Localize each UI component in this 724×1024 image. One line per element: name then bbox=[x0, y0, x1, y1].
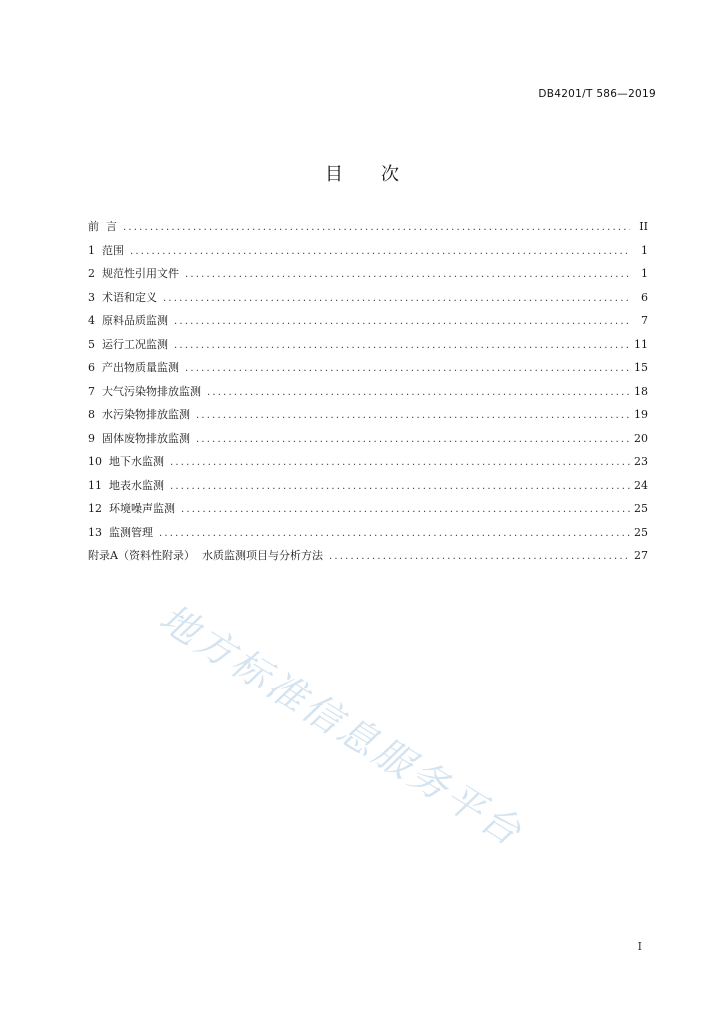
toc-entry[interactable] bbox=[88, 525, 648, 549]
toc-entry-label: 地下水监测 bbox=[102, 455, 164, 468]
toc-entry-number: 9 bbox=[88, 431, 95, 445]
toc-entry-page: 25 bbox=[634, 502, 648, 515]
toc-entry-number: 13 bbox=[88, 525, 102, 539]
toc-leader-dots bbox=[185, 267, 630, 283]
toc-entry-number: 4 bbox=[88, 314, 95, 327]
toc-leader-dots bbox=[181, 502, 630, 518]
toc-entry-number: 11 bbox=[88, 478, 102, 492]
toc-leader-dots bbox=[123, 220, 630, 236]
toc-entry[interactable] bbox=[88, 501, 648, 525]
toc-entry-label: 产出物质量监测 bbox=[95, 361, 179, 374]
toc-entry-label: 运行工况监测 bbox=[95, 337, 168, 351]
toc-entry-label: 大气污染物排放监测 bbox=[95, 384, 201, 398]
toc-entry-page: 1 bbox=[641, 267, 648, 280]
toc-entry-page: 23 bbox=[634, 455, 648, 468]
toc-entry-number: 6 bbox=[88, 361, 95, 374]
toc-entry-label: （资料性附录） 水质监测项目与分析方法 bbox=[117, 549, 323, 562]
toc-entry[interactable] bbox=[88, 431, 648, 455]
toc-entry-number: 前 bbox=[88, 220, 99, 233]
toc-leader-dots bbox=[163, 291, 630, 307]
toc-entry-number: 3 bbox=[88, 290, 95, 304]
toc-leader-dots bbox=[170, 455, 630, 471]
toc-entry-label: 水污染物排放监测 bbox=[95, 408, 190, 421]
toc-entry[interactable] bbox=[88, 407, 648, 431]
watermark: 地方标准信息服务平台 bbox=[151, 595, 532, 856]
toc-entry-page: 11 bbox=[634, 337, 648, 351]
toc-entry[interactable] bbox=[88, 313, 648, 337]
toc-leader-dots bbox=[159, 526, 630, 542]
toc-entry-label: 监测管理 bbox=[102, 525, 153, 539]
toc-leader-dots bbox=[329, 549, 630, 565]
toc-entry[interactable] bbox=[88, 360, 648, 384]
toc-entry-number: 12 bbox=[88, 502, 102, 515]
toc-entry-label: 规范性引用文件 bbox=[95, 267, 179, 280]
toc-entry-page: 27 bbox=[634, 549, 648, 562]
page-number: I bbox=[637, 940, 642, 953]
toc-entry-number: 7 bbox=[88, 384, 95, 398]
toc-entry-label: 固体废物排放监测 bbox=[95, 431, 190, 445]
toc-entry-page: 19 bbox=[634, 408, 648, 421]
toc-entry-number: 5 bbox=[88, 337, 95, 351]
toc-entry-label: 地表水监测 bbox=[102, 478, 164, 492]
toc-leader-dots bbox=[130, 244, 630, 260]
toc-entry-page: 6 bbox=[641, 290, 648, 304]
toc-entry-appendix[interactable] bbox=[88, 548, 648, 572]
toc-entry-number: 附录A bbox=[88, 549, 118, 562]
toc-leader-dots bbox=[196, 408, 630, 424]
toc-entry-number: 2 bbox=[88, 267, 95, 280]
toc-entry-page: 7 bbox=[641, 314, 648, 327]
toc-entry-page: 20 bbox=[634, 431, 648, 445]
document-id: DB4201/T 586—2019 bbox=[538, 88, 656, 100]
toc-leader-dots bbox=[185, 361, 630, 377]
toc-entry-number: 8 bbox=[88, 408, 95, 421]
toc-entry[interactable] bbox=[88, 290, 648, 314]
toc-leader-dots bbox=[170, 479, 630, 495]
toc-leader-dots bbox=[174, 314, 630, 330]
toc-entry[interactable] bbox=[88, 243, 648, 267]
toc-leader-dots bbox=[196, 432, 630, 448]
title-char-left: 目 bbox=[325, 164, 343, 185]
toc-leader-dots bbox=[174, 338, 630, 354]
toc-entry-page: 25 bbox=[634, 525, 648, 539]
title-char-right: 次 bbox=[381, 164, 399, 185]
toc-entry[interactable] bbox=[88, 219, 648, 243]
toc-entry-label: 环境噪声监测 bbox=[102, 502, 175, 515]
toc-entry-page: 1 bbox=[641, 243, 648, 257]
toc-entry[interactable] bbox=[88, 454, 648, 478]
toc-entry-label: 言 bbox=[99, 220, 117, 233]
page-title bbox=[0, 160, 724, 186]
toc-entry-number: 10 bbox=[88, 455, 102, 468]
toc-entry-label: 范围 bbox=[95, 243, 124, 257]
toc-entry-page: 18 bbox=[634, 384, 648, 398]
toc-entry-label: 术语和定义 bbox=[95, 290, 157, 304]
table-of-contents bbox=[88, 219, 648, 572]
toc-leader-dots bbox=[207, 385, 630, 401]
toc-entry[interactable] bbox=[88, 266, 648, 290]
toc-entry-number: 1 bbox=[88, 243, 95, 257]
toc-entry[interactable] bbox=[88, 478, 648, 502]
toc-entry-page: 24 bbox=[634, 478, 648, 492]
toc-entry[interactable] bbox=[88, 384, 648, 408]
toc-entry-page: 15 bbox=[634, 361, 648, 374]
toc-entry[interactable] bbox=[88, 337, 648, 361]
toc-entry-page: II bbox=[639, 220, 648, 233]
toc-entry-label: 原料品质监测 bbox=[95, 314, 168, 327]
